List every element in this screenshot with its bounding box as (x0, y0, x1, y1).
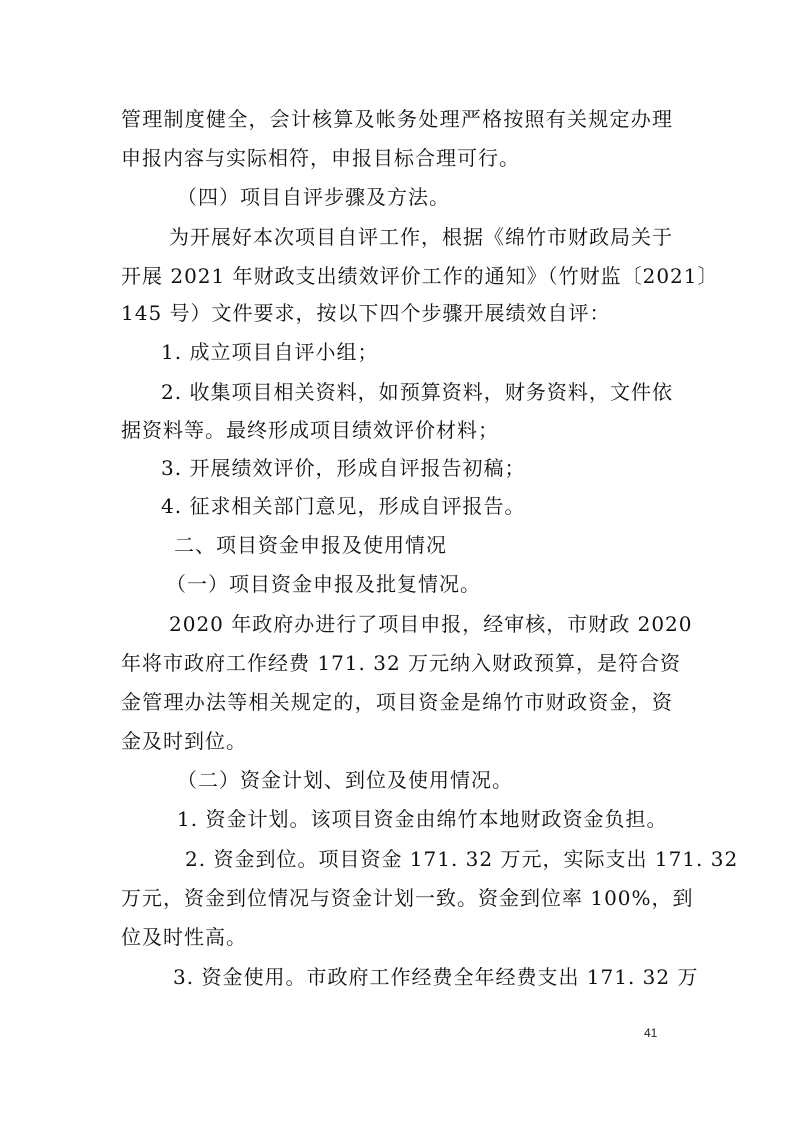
text-line-14: 2020 年政府办进行了项目申报，经审核，市财政 2020 (169, 612, 693, 636)
fund-item-2-cont: 万元，资金到位情况与资金计划一致。资金到位率 100%，到 (121, 886, 694, 910)
step-item-1: 1. 成立项目自评小组； (161, 340, 379, 364)
fund-item-3: 3. 资金使用。市政府工作经费全年经费支出 171. 32 万 (173, 965, 699, 989)
step-item-4: 4. 征求相关部门意见，形成自评报告。 (161, 494, 526, 518)
section-heading-2: （二）资金计划、到位及使用情况。 (177, 768, 513, 792)
text-line-6: 145 号）文件要求，按以下四个步骤开展绩效自评： (121, 301, 611, 325)
text-line-16: 金管理办法等相关规定的，项目资金是绵竹市财政资金，资 (121, 690, 673, 714)
text-line-15: 年将市政府工作经费 171. 32 万元纳入财政预算，是符合资 (121, 651, 682, 675)
section-heading-1: （一）项目资金申报及批复情况。 (166, 572, 481, 596)
fund-item-2: 2. 资金到位。项目资金 171. 32 万元，实际支出 171. 32 (185, 847, 739, 871)
fund-item-2-end: 位及时性高。 (121, 925, 247, 949)
step-item-2-cont: 据资料等。最终形成项目绩效评价材料； (121, 418, 499, 442)
step-item-2: 2. 收集项目相关资料，如预算资料，财务资料，文件依 (161, 380, 673, 404)
text-line-5: 开展 2021 年财政支出绩效评价工作的通知》（竹财监〔2021〕 (121, 264, 719, 288)
step-item-3: 3. 开展绩效评价，形成自评报告初稿； (161, 456, 526, 480)
text-line-17: 金及时到位。 (121, 729, 247, 753)
text-line-4: 为开展好本次项目自评工作，根据《绵竹市财政局关于 (169, 225, 673, 249)
text-line-2: 申报内容与实际相符，申报目标合理可行。 (121, 146, 520, 170)
fund-item-1: 1. 资金计划。该项目资金由绵竹本地财政资金负担。 (177, 807, 668, 831)
page-number: 41 (644, 1026, 658, 1040)
chapter-heading-2: 二、项目资金申报及使用情况 (174, 533, 447, 557)
text-line-1: 管理制度健全，会计核算及帐务处理严格按照有关规定办理 (121, 107, 673, 131)
section-heading-4: （四）项目自评步骤及方法。 (177, 185, 450, 209)
